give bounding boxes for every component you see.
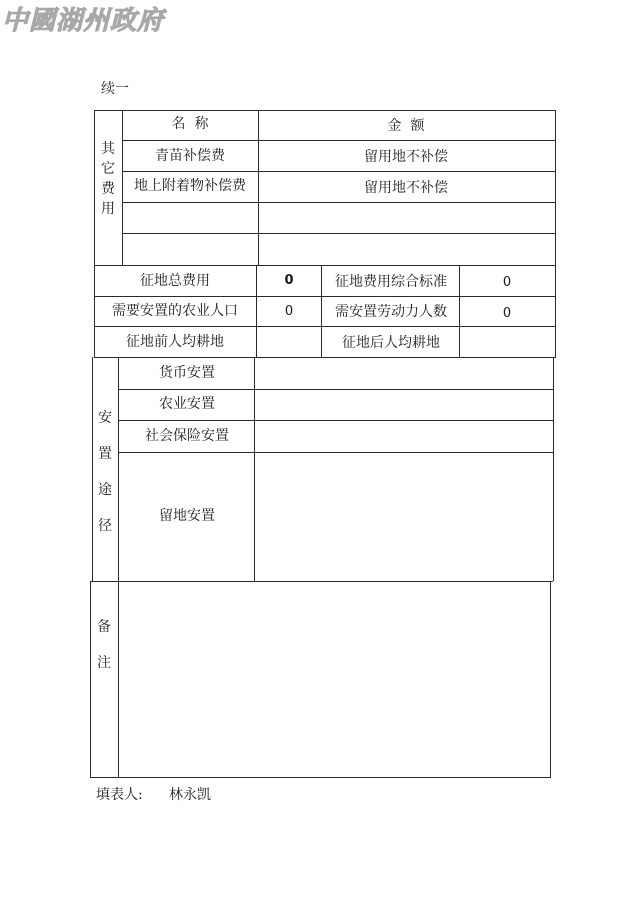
resettle-reserved-land-label: 留地安置 — [159, 508, 215, 524]
resettlement-group-label: 安 置 途 径 — [98, 410, 112, 534]
land-after-label: 征地后人均耕地 — [342, 335, 440, 351]
land-before-label: 征地前人均耕地 — [126, 334, 224, 350]
fee-name-attachments: 地上附着物补偿费 — [134, 178, 246, 194]
total-cost-label: 征地总费用 — [140, 273, 210, 289]
resettle-monetary-label: 货币安置 — [159, 365, 215, 381]
agri-population-value: 0 — [284, 304, 294, 319]
header-name: 名 称 — [171, 116, 209, 132]
remarks-label: 备 注 — [97, 619, 111, 671]
header-amount: 金 额 — [387, 118, 425, 134]
combined-standard-label: 征地费用综合标准 — [335, 274, 447, 290]
combined-standard-value: 0 — [502, 275, 512, 290]
agri-population-label: 需要安置的农业人口 — [112, 303, 238, 319]
watermark-logo: 中國湖州政府 — [2, 6, 165, 36]
resettle-agriculture-label: 农业安置 — [159, 396, 215, 412]
fee-amount-attachments: 留用地不补偿 — [364, 180, 448, 196]
total-cost-value: 0 — [284, 273, 294, 288]
resettle-insurance-label: 社会保险安置 — [145, 428, 229, 444]
fee-amount-seedling: 留用地不补偿 — [364, 149, 448, 165]
filler-name: 林永凯 — [169, 787, 211, 803]
fee-name-seedling: 青苗补偿费 — [155, 148, 225, 164]
labor-count-label: 需安置劳动力人数 — [335, 304, 447, 320]
labor-count-value: 0 — [502, 306, 512, 321]
continuation-label: 续一 — [101, 81, 129, 97]
filler-label: 填表人: — [96, 787, 143, 803]
other-fees-group-label: 其 它 费 用 — [101, 141, 115, 217]
